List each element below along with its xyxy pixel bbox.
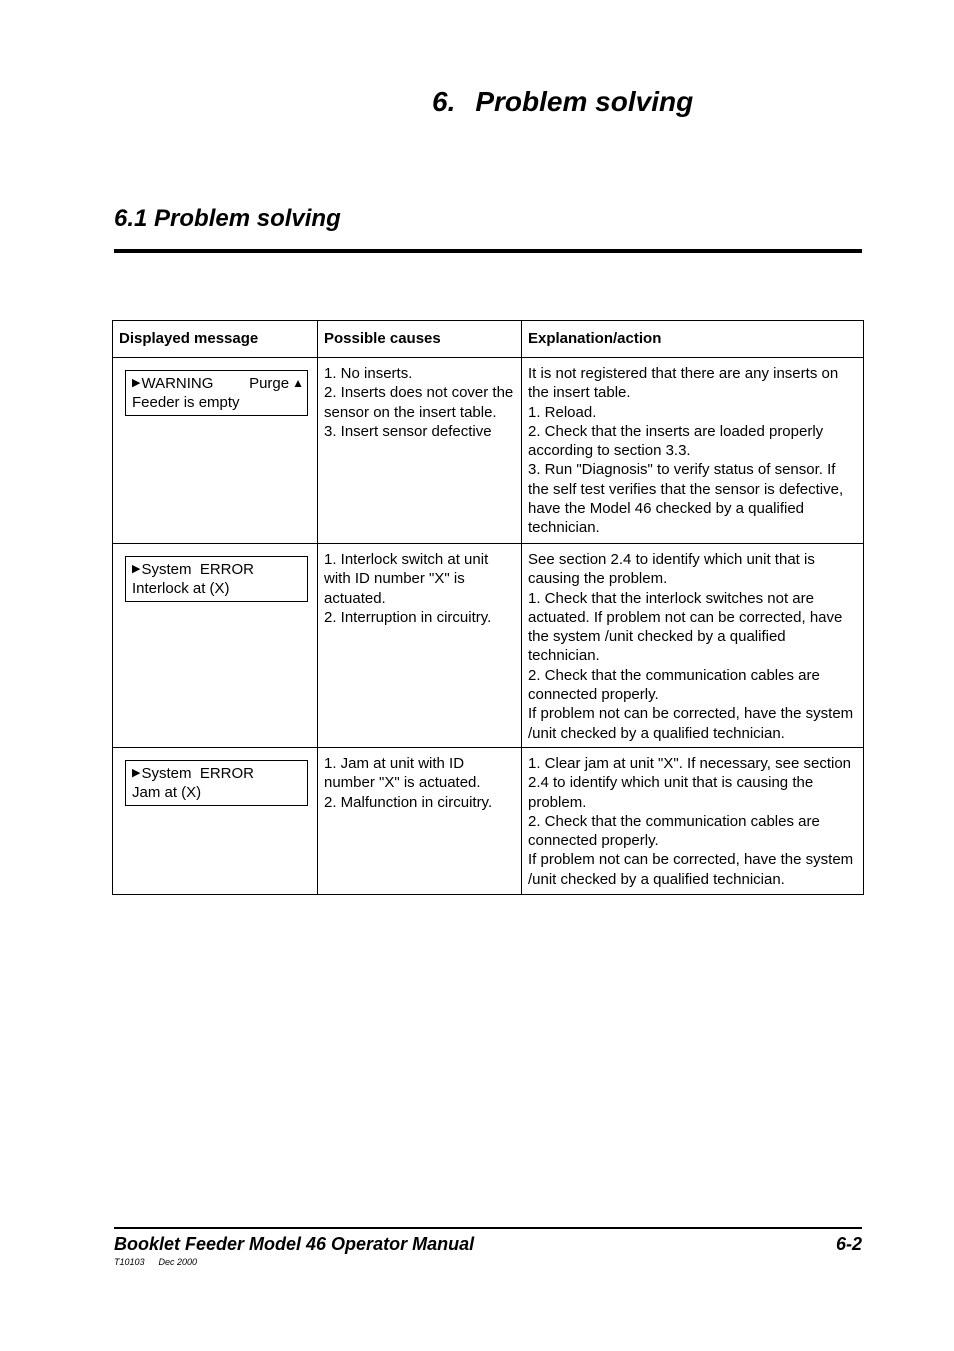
action-item: 1. Reload. [528,403,597,421]
action-item: If problem not can be corrected, have the system /unit checked by a qualified technician. [528,705,854,742]
table-row [113,358,864,544]
explanation-action-cell [522,544,864,748]
footer-doc-number: T10103 [114,1257,145,1267]
action-item: 1. Clear jam at unit "X". If necessary, see section 2.4 to identify which unit that is causing the problem. [528,755,852,811]
footer-manual-title: Booklet Feeder Model 46 Operator Manual [114,1234,475,1254]
chapter-title-text: Problem solving [475,86,694,117]
cause-item: 1. No inserts. [324,365,413,382]
right-triangle-pointer-icon: ▶ [132,563,141,575]
action-item: 3. Run "Diagnosis" to verify status of sensor. If the self test verifies that the sensor is defective, have the Model 46 checked by a qualified technician. [528,461,844,537]
display-line-2: Jam at (X) [132,784,202,801]
action-item: 1. Check that the interlock switches not are actuated. If problem not can be corrected, have the system /unit checked by a qualified technician. [528,589,843,665]
cause-item: 3. Insert sensor defective [324,422,492,440]
cause-item: 2. Interruption in circuitry. [324,608,492,626]
cause-item: 1. Interlock switch at unit with ID number "X" is actuated. [324,551,489,607]
displayed-message-cell [113,358,318,544]
action-item: 2. Check that the communication cables are connected properly. [528,812,820,850]
displayed-message-cell [113,544,318,748]
cause-item: 2. Inserts does not cover the sensor on the insert table. [324,384,514,421]
right-triangle-pointer-icon: ▶ [132,767,141,779]
section-divider [114,249,862,253]
table-header-row [113,321,864,358]
footer-doc-info [114,1257,197,1267]
problem-solving-table [112,320,864,895]
header-possible-causes: Possible causes [318,321,522,358]
display-line-2: Feeder is empty [132,394,240,411]
display-line-1 [132,560,304,579]
cause-item: 1. Jam at unit with ID number "X" is actuated. [324,755,481,792]
possible-causes-cell [318,544,522,748]
possible-causes-cell [318,748,522,895]
explanation-action-cell [522,358,864,544]
cause-item: 2. Malfunction in circuitry. [324,793,493,811]
display-message-box [125,556,308,602]
possible-causes-cell [318,358,522,544]
action-item: See section 2.4 to identify which unit that is causing the problem. [528,551,815,588]
displayed-message-cell [113,748,318,895]
up-triangle-icon: ▲ [292,376,304,390]
footer-divider [114,1227,862,1229]
footer-date: Dec 2000 [158,1257,198,1267]
display-line-1-right: Purge [249,375,290,392]
header-explanation-action: Explanation/action [522,321,864,358]
display-line-1-text: System ERROR [141,765,254,782]
table-row [113,748,864,895]
display-line-1-text: System ERROR [141,561,254,578]
table-row [113,544,864,748]
action-item: 2. Check that the communication cables are connected properly. [528,666,820,704]
display-message-box [125,370,308,416]
footer-page-number: 6-2 [835,1234,862,1254]
display-line-2: Interlock at (X) [132,580,230,597]
display-line-1 [132,374,304,393]
display-line-1 [132,764,304,783]
section-title: 6.1 Problem solving [114,205,341,232]
action-item: It is not registered that there are any inserts on the insert table. [528,365,839,402]
action-item: If problem not can be corrected, have the system /unit checked by a qualified technician. [528,851,854,888]
display-line-1-text: WARNING [141,375,214,392]
header-displayed-message: Displayed message [113,321,318,358]
explanation-action-cell [522,748,864,895]
display-message-box [125,760,308,806]
right-triangle-pointer-icon: ▶ [132,377,141,389]
chapter-title [432,86,693,118]
action-item: 2. Check that the inserts are loaded properly according to section 3.3. [528,422,824,460]
chapter-number: 6. [432,86,456,117]
